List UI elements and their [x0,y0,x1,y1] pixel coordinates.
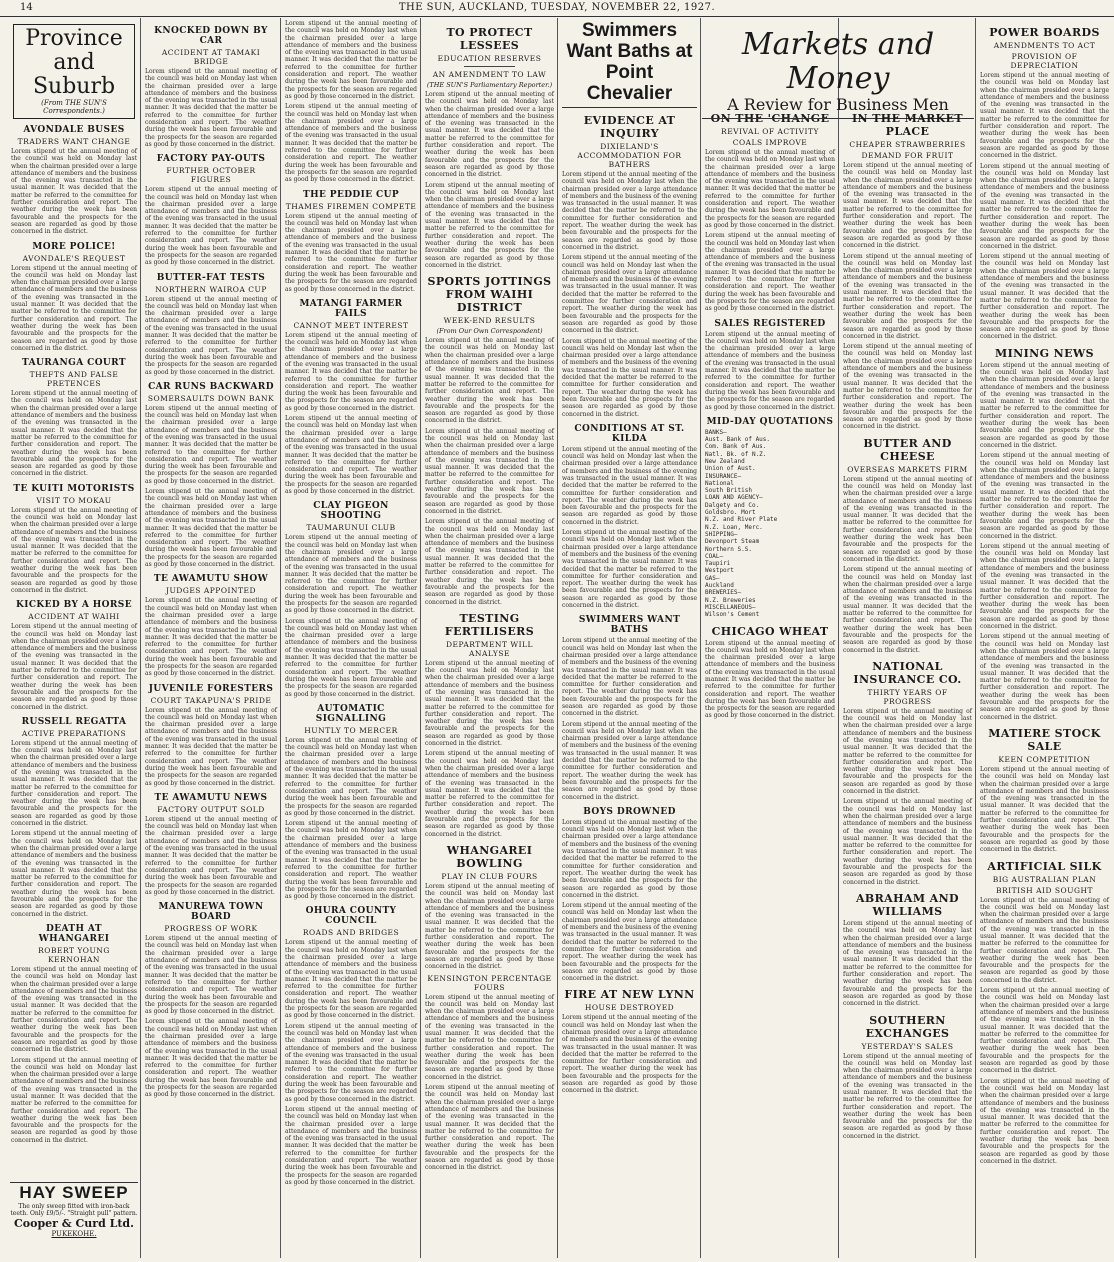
article-text: Lorem stipend ut the annual meeting of the council was held on Monday last when the chairman presided over a large attendance of members and the business of the evening was transacted in the usual manner. It was decided that the matter be referred to the committee for further consideration and report. The weather during the week has been favourable and the prospects for the season are regarded as good by those concerned in the district. [11,965,137,1054]
markets-subtitle: A Review for Business Men [727,95,949,114]
quotation-row: Devonport Steam [705,538,760,546]
hay-sweep-ad [10,1182,138,1238]
headline: MID-DAY QUOTATIONS [706,416,834,427]
column-market-place [840,20,975,1258]
article-text: Lorem stipend ut the annual meeting of the council was held on Monday last when the chairman presided over a large attendance of members and the business of the evening was transacted in the usual manner. It was decided that the matter be referred to the committee for further consideration and report. The weather during the week has been favourable and the prospects for the season are regarded as good by those concerned in the district. [562,337,697,418]
subheadline: EDUCATION RESERVES [437,54,542,63]
headline: SWIMMERS WANT BATHS [578,615,681,636]
masthead [0,0,1114,17]
article-text: Lorem stipend ut the annual meeting of the council was held on Monday last when the chairman presided over a large attendance of members and the business of the evening was transacted in the usual manner. It was decided that the matter be referred to the committee for further consideration and report. The weather during the week has been favourable and the prospects for the season are regarded as good by those concerned in the district. [145,488,277,569]
divider [464,66,516,67]
section-subtitle: (From THE SUN'S Correspondents.) [41,99,107,115]
article-text: Lorem stipend ut the annual meeting of the council was held on Monday last when the chairman presided over a large attendance of members and the business of the evening was transacted in the usual manner. It was decided that the matter be referred to the committee for further consideration and report. The weather during the week has been favourable and the prospects for the season are regarded as good by those concerned in the district. [11,739,137,828]
article-text: Lorem stipend ut the annual meeting of the council was held on Monday last when the chairman presided over a large attendance of members and the business of the evening was transacted in the usual manner. It was decided that the matter be referred to the committee for further consideration and report. The weather during the week has been favourable and the prospects for the season are regarded as good by those concerned in the district. [980,452,1109,540]
banner-headline: Swimmers Want Baths at Point Chevalier [566,20,693,104]
subheadline: VISIT TO MOKAU [36,495,112,505]
quotation-row: MISCELLANEOUS— [705,603,756,611]
article-text: Lorem stipend ut the annual meeting of the council was held on Monday last when the chairman presided over a large attendance of members and the business of the evening was transacted in the usual manner. It was decided that the matter be referred to the committee for further consideration and report. The weather during the week has been favourable and the prospects for the season are regarded as good by those concerned in the district. [285,736,417,817]
article-text: Lorem stipend ut the annual meeting of the council was held on Monday last when the chairman presided over a large attendance of members and the business of the evening was transacted in the usual manner. It was decided that the matter be referred to the committee for further consideration and report. The weather during the week has been favourable and the prospects for the season are regarded as good by those concerned in the district. [145,186,277,267]
column-rule [557,18,558,1258]
article-text: Lorem stipend ut the annual meeting of the council was held on Monday last when the chairman presided over a large attendance of members and the business of the evening was transacted in the usual manner. It was decided that the matter be referred to the committee for further consideration and report. The weather during the week has been favourable and the prospects for the season are regarded as good by those concerned in the district. [980,765,1109,854]
column-local-news [142,20,280,1258]
headline: EVIDENCE AT INQUIRY [583,114,676,140]
subheadline: KEEN COMPETITION [998,754,1091,764]
byline: (THE SUN'S Parliamentary Reporter.) [426,81,553,89]
article-text: Lorem stipend ut the annual meeting of the council was held on Monday last when the chairman presided over a large attendance of members and the business of the evening was transacted in the usual manner. It was decided that the matter be referred to the committee for further consideration and report. The weather during the week has been favourable and the prospects for the season are regarded as good by those concerned in the district. [843,252,972,340]
subheadline: COALS IMPROVE [732,138,808,147]
quotation-row: BREWERIES— [705,589,742,597]
quotation-row: Dalgety and Co. [705,501,760,509]
headline: AVONDALE BUSES [23,125,125,135]
headline: FIRE AT NEW LYNN [564,988,695,1002]
headline: CONDITIONS AT ST. KILDA [574,423,685,444]
subheadline: ROBERT YOUNG KERNOHAN [38,945,110,964]
quotation-row: South British [705,487,752,495]
article-text: Lorem stipend ut the annual meeting of the council was held on Monday last when the chairman presided over a large attendance of members and the business of the evening was transacted in the usual manner. It was decided that the matter be referred to the committee for further consideration and report. The weather during the week has been favourable and the prospects for the season are regarded as good by those concerned in the district. [843,707,972,796]
headline: OHURA COUNTY COUNCIL [305,906,397,927]
headline: TESTING FERTILISERS [444,611,535,638]
article-text: Lorem stipend ut the annual meeting of the council was held on Monday last when the chairman presided over a large attendance of members and the business of the evening was transacted in the usual manner. It was decided that the matter be referred to the committee for further consideration and report. The weather during the week has been favourable and the prospects for the season are regarded as good by those concerned in the district. [11,148,137,236]
quotation-row: N.Z. Breweries [705,596,756,604]
subheadline: HOUSE DESTROYED [584,1003,675,1013]
quotation-list [705,429,835,619]
subheadline: TAUMARUNUI CLUB [306,523,396,533]
quotation-row: LOAN AND AGENCY— [705,494,763,502]
ad-company: Cooper & Curd Ltd. [14,1217,134,1230]
article-text: Lorem stipend ut the annual meeting of the council was held on Monday last when the chairman presided over a large attendance of members and the business of the evening was transacted in the usual manner. It was decided that the matter be referred to the committee for further consideration and report. The weather during the week has been favourable and the prospects for the season are regarded as good by those concerned in the district. [843,566,972,654]
subheadline: THAMES FIREMEN COMPETE [285,201,417,211]
article-text: Lorem stipend ut the annual meeting of the council was held on Monday last when the chairman presided over a large attendance of members and the business of the evening was transacted in the usual manner. It was decided that the matter be referred to the committee for further consideration and report. The weather during the week has been favourable and the prospects for the season are regarded as good by those concerned in the district. [11,1056,137,1144]
article-text: Lorem stipend ut the annual meeting of the council was held on Monday last when the chairman presided over a large attendance of members and the business of the evening was transacted in the usual manner. It was decided that the matter be referred to the committee for further consideration and report. The weather during the week has been favourable and the prospects for the season are regarded as good by those concerned in the district. [705,639,835,720]
subheadline: ACCIDENT AT TAMAKI BRIDGE [161,48,261,66]
subheadline: AMENDMENTS TO ACT [993,41,1096,50]
article-text: Lorem stipend ut the annual meeting of the council was held on Monday last when the chairman presided over a large attendance of members and the business of the evening was transacted in the usual manner. It was decided that the matter be referred to the committee for further consideration and report. The weather during the week has been favourable and the prospects for the season are regarded as good by those concerned in the district. [285,617,417,698]
subheadline: BRITISH AID SOUGHT [995,885,1094,895]
headline: FACTORY PAY-OUTS [156,154,266,165]
article-text: Lorem stipend ut the annual meeting of the council was held on Monday last when the chairman presided over a large attendance of members and the business of the evening was transacted in the usual manner. It was decided that the matter be referred to the committee for further consideration and report. The weather during the week has been favourable and the prospects for the season are regarded as good by those concerned in the district. [425,518,554,606]
subheadline: ROADS AND BRIDGES [302,928,400,938]
article-text: Lorem stipend ut the annual meeting of the council was held on Monday last when the chairman presided over a large attendance of members and the business of the evening was transacted in the usual manner. It was decided that the matter be referred to the committee for further consideration and report. The weather during the week has been favourable and the prospects for the season are regarded as good by those concerned in the district. [562,171,697,251]
quotation-row: COAL— [705,552,724,560]
article-text: Lorem stipend ut the annual meeting of the council was held on Monday last when the chairman presided over a large attendance of members and the business of the evening was transacted in the usual manner. It was decided that the matter be referred to the committee for further consideration and report. The weather during the week has been favourable and the prospects for the season are regarded as good by those concerned in the district. [11,830,137,918]
article-text: Lorem stipend ut the annual meeting of the council was held on Monday last when the chairman presided over a large attendance of members and the business of the evening was transacted in the usual manner. It was decided that the matter be referred to the committee for further consideration and report. The weather during the week has been favourable and the prospects for the season are regarded as good by those concerned in the district. [980,633,1109,721]
article-text: Lorem stipend ut the annual meeting of the council was held on Monday last when the chairman presided over a large attendance of members and the business of the evening was transacted in the usual manner. It was decided that the matter be referred to the committee for further consideration and report. The weather during the week has been favourable and the prospects for the season are regarded as good by those concerned in the district. [843,798,972,886]
article-text: Lorem stipend ut the annual meeting of the council was held on Monday last when the chairman presided over a large attendance of members and the business of the evening was transacted in the usual manner. It was decided that the matter be referred to the committee for further consideration and report. The weather during the week has been favourable and the prospects for the season are regarded as good by those concerned in the district. [11,264,137,352]
subheadline: OVERSEAS MARKETS FIRM [847,464,968,474]
headline: RUSSELL REGATTA [21,716,127,727]
article-text: Lorem stipend ut the annual meeting of the council was held on Monday last when the chairman presided over a large attendance of members and the business of the evening was transacted in the usual manner. It was decided that the matter be referred to the committee for further consideration and report. The weather during the week has been favourable and the prospects for the season are regarded as good by those concerned in the district. [562,445,697,526]
article-text: Lorem stipend ut the annual meeting of the council was held on Monday last when the chairman presided over a large attendance of members and the business of the evening was transacted in the usual manner. It was decided that the matter be referred to the committee for further consideration and report. The weather during the week has been favourable and the prospects for the season are regarded as good by those concerned in the district. [980,1077,1109,1165]
article-text: Lorem stipend ut the annual meeting of the council was held on Monday last when the chairman presided over a large attendance of members and the business of the evening was transacted in the usual manner. It was decided that the matter be referred to the committee for further consideration and report. The weather during the week has been favourable and the prospects for the season are regarded as good by those concerned in the district. [980,72,1109,160]
headline: MANUREWA TOWN BOARD [158,902,264,923]
column-rule [140,18,141,1258]
article-text: Lorem stipend ut the annual meeting of the council was held on Monday last when the chairman presided over a large attendance of members and the business of the evening was transacted in the usual manner. It was decided that the matter be referred to the committee for further consideration and report. The weather during the week has been favourable and the prospects for the season are regarded as good by those concerned in the district. [980,542,1109,631]
article-text: Lorem stipend ut the annual meeting of the council was held on Monday last when the chairman presided over a large attendance of members and the business of the evening was transacted in the usual manner. It was decided that the matter be referred to the committee for further consideration and report. The weather during the week has been favourable and the prospects for the season are regarded as good by those concerned in the district. [705,149,835,229]
subheadline: THIRTY YEARS OF PROGRESS [867,687,948,706]
markets-title: Markets and Money [741,27,935,96]
article-text: Lorem stipend ut the annual meeting of the council was held on Monday last when the chairman presided over a large attendance of members and the business of the evening was transacted in the usual manner. It was decided that the matter be referred to the committee for further consideration and report. The weather during the week has been favourable and the prospects for the season are regarded as good by those concerned in the district. [562,902,697,983]
subheadline: PROGRESS OF WORK [164,924,258,934]
article-text: Lorem stipend ut the annual meeting of the council was held on Monday last when the chairman presided over a large attendance of members and the business of the evening was transacted in the usual manner. It was decided that the matter be referred to the committee for further consideration and report. The weather during the week has been favourable and the prospects for the season are regarded as good by those concerned in the district. [980,987,1109,1075]
headline: BUTTER-FAT TESTS [156,272,266,283]
column-rule [975,18,976,1258]
subheadline: PLAY IN CLUB FOURS [441,871,538,881]
subheadline: YESTERDAY'S SALES [861,1041,954,1051]
article-text: Lorem stipend ut the annual meeting of the council was held on Monday last when the chairman presided over a large attendance of members and the business of the evening was transacted in the usual manner. It was decided that the matter be referred to the committee for further consideration and report. The weather during the week has been favourable and the prospects for the season are regarded as good by those concerned in the district. [980,896,1109,984]
subheadline: CANNOT MEET INTEREST [293,320,409,330]
article-text: Lorem stipend ut the annual meeting of the council was held on Monday last when the chairman presided over a large attendance of members and the business of the evening was transacted in the usual manner. It was decided that the matter be referred to the committee for further consideration and report. The weather during the week has been favourable and the prospects for the season are regarded as good by those concerned in the district. [705,232,835,313]
article-text: Lorem stipend ut the annual meeting of the council was held on Monday last when the chairman presided over a large attendance of members and the business of the evening was transacted in the usual manner. It was decided that the matter be referred to the committee for further consideration and report. The weather during the week has been favourable and the prospects for the season are regarded as good by those concerned in the district. [562,254,697,335]
article-text: Lorem stipend ut the annual meeting of the council was held on Monday last when the chairman presided over a large attendance of members and the business of the evening was transacted in the usual manner. It was decided that the matter be referred to the committee for further consideration and report. The weather during the week has been favourable and the prospects for the season are regarded as good by those concerned in the district. [285,415,417,496]
headline: WHANGAREI BOWLING [446,843,533,870]
article-text: Lorem stipend ut the annual meeting of the council was held on Monday last when the chairman presided over a large attendance of members and the business of the evening was transacted in the usual manner. It was decided that the matter be referred to the committee for further consideration and report. The weather during the week has been favourable and the prospects for the season are regarded as good by those concerned in the district. [285,820,417,901]
article-text: Lorem stipend ut the annual meeting of the council was held on Monday last when the chairman presided over a large attendance of members and the business of the evening was transacted in the usual manner. It was decided that the matter be referred to the committee for further consideration and report. The weather during the week has been favourable and the prospects for the season are regarded as good by those concerned in the district. [285,939,417,1020]
article-text: Lorem stipend ut the annual meeting of the council was held on Monday last when the chairman presided over a large attendance of members and the business of the evening was transacted in the usual manner. It was decided that the matter be referred to the committee for further consideration and report. The weather during the week has been favourable and the prospects for the season are regarded as good by those concerned in the district. [145,935,277,1016]
quotation-row: Goldsbro. Mort [705,509,756,517]
quotation-row: Westport [705,567,734,575]
article-text: Lorem stipend ut the annual meeting of the council was held on Monday last when the chairman presided over a large attendance of members and the business of the evening was transacted in the usual manner. It was decided that the matter be referred to the committee for further consideration and report. The weather during the week has been favourable and the prospects for the season are regarded as good by those concerned in the district. [562,637,697,718]
article-text: Lorem stipend ut the annual meeting of the council was held on Monday last when the chairman presided over a large attendance of members and the business of the evening was transacted in the usual manner. It was decided that the matter be referred to the committee for further consideration and report. The weather during the week has been favourable and the prospects for the season are regarded as good by those concerned in the district. [562,818,697,899]
article-text: Lorem stipend ut the annual meeting of the council was held on Monday last when the chairman presided over a large attendance of members and the business of the evening was transacted in the usual manner. It was decided that the matter be referred to the committee for further consideration and report. The weather during the week has been favourable and the prospects for the season are regarded as good by those concerned in the district. [145,706,277,787]
ad-text: The only sweep fitted with iron-back teeth. Only £9/5/-. "Straight pull" pattern. [10,1203,138,1217]
page-number: 14 [20,2,33,13]
article-text: Lorem stipend ut the annual meeting of the council was held on Monday last when the chairman presided over a large attendance of members and the business of the evening was transacted in the usual manner. It was decided that the matter be referred to the committee for further consideration and report. The weather during the week has been favourable and the prospects for the season are regarded as good by those concerned in the district. [843,162,972,250]
quotation-row: BANKS— [705,428,727,436]
quotation-row: Wilson's Cement [705,611,760,619]
headline: NATIONAL INSURANCE CO. [853,659,962,686]
quotation-row: Com. Bank of Aus. [705,443,767,451]
article-text: Lorem stipend ut the annual meeting of the council was held on Monday last when the chairman presided over a large attendance of members and the business of the evening was transacted in the usual manner. It was decided that the matter be referred to the committee for further consideration and report. The weather during the week has been favourable and the prospects for the season are regarded as good by those concerned in the district. [11,623,137,711]
quotation-row: New Zealand [705,457,745,465]
headline: MATANGI FARMER FAILS [299,298,403,319]
headline: SALES REGISTERED [714,318,826,329]
subheadline: JUDGES APPOINTED [165,586,256,596]
article-text: Lorem stipend ut the annual meeting of the council was held on Monday last when the chairman presided over a large attendance of members and the business of the evening was transacted in the usual manner. It was decided that the matter be referred to the committee for further consideration and report. The weather during the week has been favourable and the prospects for the season are regarded as good by those concerned in the district. [425,427,554,515]
subheadline: FURTHER OCTOBER FIGURES [166,166,256,185]
quotation-row: Aust. Bank of Aus. [705,436,771,444]
subheadline: AVONDALE'S REQUEST [22,253,126,263]
article-text: Lorem stipend ut the annual meeting of the council was held on Monday last when the chairman presided over a large attendance of members and the business of the evening was transacted in the usual manner. It was decided that the matter be referred to the committee for further consideration and report. The weather during the week has been favourable and the prospects for the season are regarded as good by those concerned in the district. [843,475,972,563]
article-text: Lorem stipend ut the annual meeting of the council was held on Monday last when the chairman presided over a large attendance of members and the business of the evening was transacted in the usual manner. It was decided that the matter be referred to the committee for further consideration and report. The weather during the week has been favourable and the prospects for the season are regarded as good by those concerned in the district. [843,1052,972,1140]
quotation-row: Northern S.S. [705,545,752,553]
headline: TE AWAMUTU SHOW [153,574,269,585]
headline: DEATH AT WHANGAREI [38,923,110,944]
headline: TE KUITI MOTORISTS [13,483,135,494]
column-rule [420,18,421,1258]
article-text: Lorem stipend ut the annual meeting of the council was held on Monday last when the chairman presided over a large attendance of members and the business of the evening was transacted in the usual manner. It was decided that the matter be referred to the committee for further consideration and report. The weather during the week has been favourable and the prospects for the season are regarded as good by those concerned in the district. [11,506,137,594]
column-rule [700,18,701,1258]
quotation-row: Union of Aust. [705,465,756,473]
headline: SOUTHERN EXCHANGES [865,1013,950,1040]
subheadline: REVIVAL OF ACTIVITY [721,127,819,136]
quotation-row: N.Z. Loan, Merc. [705,523,763,531]
article-text: Lorem stipend ut the annual meeting of the council was held on Monday last when the chairman presided over a large attendance of members and the business of the evening was transacted in the usual manner. It was decided that the matter be referred to the committee for further consideration and report. The weather during the week has been favourable and the prospects for the season are regarded as good by those concerned in the district. [425,882,554,971]
article-text: Lorem stipend ut the annual meeting of the council was held on Monday last when the chairman presided over a large attendance of members and the business of the evening was transacted in the usual manner. It was decided that the matter be referred to the committee for further consideration and report. The weather during the week has been favourable and the prospects for the season are regarded as good by those concerned in the district. [980,361,1109,449]
article-text: Lorem stipend ut the annual meeting of the council was held on Monday last when the chairman presided over a large attendance of members and the business of the evening was transacted in the usual manner. It was decided that the matter be referred to the committee for further consideration and report. The weather during the week has been favourable and the prospects for the season are regarded as good by those concerned in the district. [843,343,972,431]
section-banner [13,24,135,119]
subheadline: DEMAND FOR FRUIT [861,151,954,160]
article-text: Lorem stipend ut the annual meeting of the council was held on Monday last when the chairman presided over a large attendance of members and the business of the evening was transacted in the usual manner. It was decided that the matter be referred to the committee for further consideration and report. The weather during the week has been favourable and the prospects for the season are regarded as good by those concerned in the district. [425,993,554,1081]
column-district-news [282,20,420,1258]
article-text: Lorem stipend ut the annual meeting of the council was held on Monday last when the chairman presided over a large attendance of members and the business of the evening was transacted in the usual manner. It was decided that the matter be referred to the committee for further consideration and report. The weather during the week has been favourable and the prospects for the season are regarded as good by those concerned in the district. [562,720,697,801]
subheadline: HUNTLY TO MERCER [304,725,398,735]
quotation-row: Natl. Bk. of N.Z. [705,450,767,458]
subheadline: KENSINGTON PERCENTAGE FOURS [427,973,552,992]
article-text: Lorem stipend ut the annual meeting of the council was held on Monday last when the chairman presided over a large attendance of members and the business of the evening was transacted in the usual manner. It was decided that the matter be referred to the committee for further consideration and report. The weather during the week has been favourable and the prospects for the season are regarded as good by those concerned in the district. [425,337,554,425]
subheadline: WEEK-END RESULTS [443,316,536,326]
byline: (From Our Own Correspondent) [436,327,543,336]
article-text: Lorem stipend ut the annual meeting of the council was held on Monday last when the chairman presided over a large attendance of members and the business of the evening was transacted in the usual manner. It was decided that the matter be referred to the committee for further consideration and report. The weather during the week has been favourable and the prospects for the season are regarded as good by those concerned in the district. [843,919,972,1008]
headline: MATIERE STOCK SALE [988,726,1101,753]
article-text: Lorem stipend ut the annual meeting of the council was held on Monday last when the chairman presided over a large attendance of members and the business of the evening was transacted in the usual manner. It was decided that the matter be referred to the committee for further consideration and report. The weather during the week has been favourable and the prospects for the season are regarded as good by those concerned in the district. [705,330,835,411]
article-text: Lorem stipend ut the annual meeting of the council was held on Monday last when the chairman presided over a large attendance of members and the business of the evening was transacted in the usual manner. It was decided that the matter be referred to the committee for further consideration and report. The weather during the week has been favourable and the prospects for the season are regarded as good by those concerned in the district. [285,534,417,615]
article-text: Lorem stipend ut the annual meeting of the council was held on Monday last when the chairman presided over a large attendance of members and the business of the evening was transacted in the usual manner. It was decided that the matter be referred to the committee for further consideration and report. The weather during the week has been favourable and the prospects for the season are regarded as good by those concerned in the district. [145,1018,277,1099]
column-rule [838,18,839,1258]
article-text: Lorem stipend ut the annual meeting of the council was held on Monday last when the chairman presided over a large attendance of members and the business of the evening was transacted in the usual manner. It was decided that the matter be referred to the committee for further consideration and report. The weather during the week has been favourable and the prospects for the season are regarded as good by those concerned in the district. [425,659,554,748]
article-text: Lorem stipend ut the annual meeting of the council was held on Monday last when the chairman presided over a large attendance of members and the business of the evening was transacted in the usual manner. It was decided that the matter be referred to the committee for further consideration and report. The weather during the week has been favourable and the prospects for the season are regarded as good by those concerned in the district. [145,295,277,376]
article-text: Lorem stipend ut the annual meeting of the council was held on Monday last when the chairman presided over a large attendance of members and the business of the evening was transacted in the usual manner. It was decided that the matter be referred to the committee for further consideration and report. The weather during the week has been favourable and the prospects for the season are regarded as good by those concerned in the district. [285,103,417,184]
quotation-row: SHIPPING— [705,530,738,538]
subheadline: DIXIELAND'S ACCOMMODATION FOR BATHERS [577,142,682,169]
subheadline: CHEAPER STRAWBERRIES [849,140,966,149]
article-text: Lorem stipend ut the annual meeting of the council was held on Monday last when the chairman presided over a large attendance of members and the business of the evening was transacted in the usual manner. It was decided that the matter be referred to the committee for further consideration and report. The weather during the week has been favourable and the prospects for the season are regarded as good by those concerned in the district. [145,815,277,896]
column-parliament [422,20,557,1258]
article-text: Lorem stipend ut the annual meeting of the council was held on Monday last when the chairman presided over a large attendance of members and the business of the evening was transacted in the usual manner. It was decided that the matter be referred to the committee for further consideration and report. The weather during the week has been favourable and the prospects for the season are regarded as good by those concerned in the district. [425,1084,554,1172]
article-text: Lorem stipend ut the annual meeting of the council was held on Monday last when the chairman presided over a large attendance of members and the business of the evening was transacted in the usual manner. It was decided that the matter be referred to the committee for further consideration and report. The weather during the week has been favourable and the prospects for the season are regarded as good by those concerned in the district. [425,750,554,838]
headline: MINING NEWS [995,346,1094,360]
column-rule [280,18,281,1258]
headline: TE AWAMUTU NEWS [154,792,268,803]
headline: IN THE MARKET PLACE [851,112,963,138]
newspaper-title: THE SUN, AUCKLAND, TUESDAY, NOVEMBER 22, 1927. [398,2,716,13]
headline: TO PROTECT LESSEES [446,26,533,52]
headline: ARTIFICIAL SILK [987,859,1102,873]
article-text: Lorem stipend ut the annual meeting of the council was held on Monday last when the chairman presided over a large attendance of members and the business of the evening was transacted in the usual manner. It was decided that the matter be referred to the committee for further consideration and report. The weather during the week has been favourable and the prospects for the season are regarded as good by those concerned in the district. [562,529,697,610]
headline: CHICAGO WHEAT [711,624,829,638]
headline: THE PEDDIE CUP [302,189,399,200]
article-text: Lorem stipend ut the annual meeting of the council was held on Monday last when the chairman presided over a large attendance of members and the business of the evening was transacted in the usual manner. It was decided that the matter be referred to the committee for further consideration and report. The weather during the week has been favourable and the prospects for the season are regarded as good by those concerned in the district. [145,404,277,485]
article-text: Lorem stipend ut the annual meeting of the council was held on Monday last when the chairman presided over a large attendance of members and the business of the evening was transacted in the usual manner. It was decided that the matter be referred to the committee for further consideration and report. The weather during the week has been favourable and the prospects for the season are regarded as good by those concerned in the district. [285,1105,417,1186]
headline: JUVENILE FORESTERS [148,683,274,694]
column-power-boards [977,20,1112,1258]
headline: MORE POLICE! [32,241,116,252]
article-text: Lorem stipend ut the annual meeting of the council was held on Monday last when the chairman presided over a large attendance of members and the business of the evening was transacted in the usual manner. It was decided that the matter be referred to the committee for further consideration and report. The weather during the week has been favourable and the prospects for the season are regarded as good by those concerned in the district. [425,181,554,269]
headline: BUTTER AND CHEESE [863,436,952,463]
subheadline: ACCIDENT AT WAIHI [28,612,120,622]
article-text: Lorem stipend ut the annual meeting of the council was held on Monday last when the chairman presided over a large attendance of members and the business of the evening was transacted in the usual manner. It was decided that the matter be referred to the committee for further consideration and report. The weather during the week has been favourable and the prospects for the season are regarded as good by those concerned in the district. [285,212,417,293]
quotation-row: National [705,479,734,487]
headline: BOYS DROWNED [583,806,676,817]
quotation-row: Auckland [705,582,734,590]
article-text: Lorem stipend ut the annual meeting of the council was held on Monday last when the chairman presided over a large attendance of members and the business of the evening was transacted in the usual manner. It was decided that the matter be referred to the committee for further consideration and report. The weather during the week has been favourable and the prospects for the season are regarded as good by those concerned in the district. [285,1022,417,1103]
quotation-row: Taupiri [705,560,731,568]
article-text: Lorem stipend ut the annual meeting of the council was held on Monday last when the chairman presided over a large attendance of members and the business of the evening was transacted in the usual manner. It was decided that the matter be referred to the committee for further consideration and report. The weather during the week has been favourable and the prospects for the season are regarded as good by those concerned in the district. [11,390,137,478]
article-text: Lorem stipend ut the annual meeting of the council was held on Monday last when the chairman presided over a large attendance of members and the business of the evening was transacted in the usual manner. It was decided that the matter be referred to the committee for further consideration and report. The weather during the week has been favourable and the prospects for the season are regarded as good by those concerned in the district. [285,331,417,412]
article-text: Lorem stipend ut the annual meeting of the council was held on Monday last when the chairman presided over a large attendance of members and the business of the evening was transacted in the usual manner. It was decided that the matter be referred to the committee for further consideration and report. The weather during the week has been favourable and the prospects for the season are regarded as good by those concerned in the district. [980,253,1109,341]
subheadline: DEPARTMENT WILL ANALYSE [445,639,533,658]
ad-title: HAY SWEEP [19,1183,129,1202]
column-swimming [559,20,700,1258]
subheadline: PROVISION OF DEPRECIATION [1010,52,1079,70]
headline: ABRAHAM AND WILLIAMS [856,891,959,918]
column-stock-exchange [702,20,838,1258]
headline: CLAY PIGEON SHOOTING [313,501,389,522]
headline: CAR RUNS BACKWARD [148,381,274,392]
subheadline: COURT TAKAPUNA'S PRIDE [150,695,272,705]
subheadline: AN AMENDMENT TO LAW [432,70,547,79]
banner-spacer [843,20,972,106]
article-text: Lorem stipend ut the annual meeting of the council was held on Monday last when the chairman presided over a large attendance of members and the business of the evening was transacted in the usual manner. It was decided that the matter be referred to the committee for further consideration and report. The weather during the week has been favourable and the prospects for the season are regarded as good by those concerned in the district. [145,597,277,678]
headline: KICKED BY A HORSE [16,600,132,611]
article-banner [562,20,697,108]
quotation-row: N.Z. and River Plate [705,516,778,524]
headline: ON THE 'CHANGE [710,112,830,125]
article-text: Lorem stipend ut the annual meeting of the council was held on Monday last when the chairman presided over a large attendance of members and the business of the evening was transacted in the usual manner. It was decided that the matter be referred to the committee for further consideration and report. The weather during the week has been favourable and the prospects for the season are regarded as good by those concerned in the district. [425,91,554,179]
subheadline: SOMERSAULTS DOWN BANK [147,393,275,403]
article-text: Lorem stipend ut the annual meeting of the council was held on Monday last when the chairman presided over a large attendance of members and the business of the evening was transacted in the usual manner. It was decided that the matter be referred to the committee for further consideration and report. The weather during the week has been favourable and the prospects for the season are regarded as good by those concerned in the district. [980,162,1109,250]
headline: POWER BOARDS [989,26,1100,39]
headline: SPORTS JOTTINGS FROM WAIHI DISTRICT [427,275,552,315]
quotation-row: GAS— [705,574,720,582]
section-title: Province and Suburb [25,26,123,99]
subheadline: NORTHERN WAIROA CUP [155,284,267,294]
subheadline: FACTORY OUTPUT SOLD [157,804,265,814]
headline: KNOCKED DOWN BY CAR [154,26,268,46]
subheadline: ACTIVE PREPARATIONS [21,728,127,738]
headline: AUTOMATIC SIGNALLING [315,703,387,724]
subheadline: THEFTS AND FALSE PRETENCES [29,370,119,389]
headline: TAURANGA COURT [22,358,126,369]
article-text: Lorem stipend ut the annual meeting of the council was held on Monday last when the chairman presided over a large attendance of members and the business of the evening was transacted in the usual manner. It was decided that the matter be referred to the committee for further consideration and report. The weather during the week has been favourable and the prospects for the season are regarded as good by those concerned in the district. [145,68,277,148]
column-province [8,20,140,1258]
subheadline: TRADERS WANT CHANGE [17,137,131,146]
subheadline: BIG AUSTRALIAN PLAN [992,874,1097,884]
ad-place: PUKEKOHE. [51,1230,97,1238]
quotation-row: INSURANCE— [705,472,742,480]
article-text: Lorem stipend ut the annual meeting of the council was held on Monday last when the chairman presided over a large attendance of members and the business of the evening was transacted in the usual manner. It was decided that the matter be referred to the committee for further consideration and report. The weather during the week has been favourable and the prospects for the season are regarded as good by those concerned in the district. [285,20,417,100]
article-text: Lorem stipend ut the annual meeting of the council was held on Monday last when the chairman presided over a large attendance of members and the business of the evening was transacted in the usual manner. It was decided that the matter be referred to the committee for further consideration and report. The weather during the week has been favourable and the prospects for the season are regarded as good by those concerned in the district. [562,1014,697,1095]
